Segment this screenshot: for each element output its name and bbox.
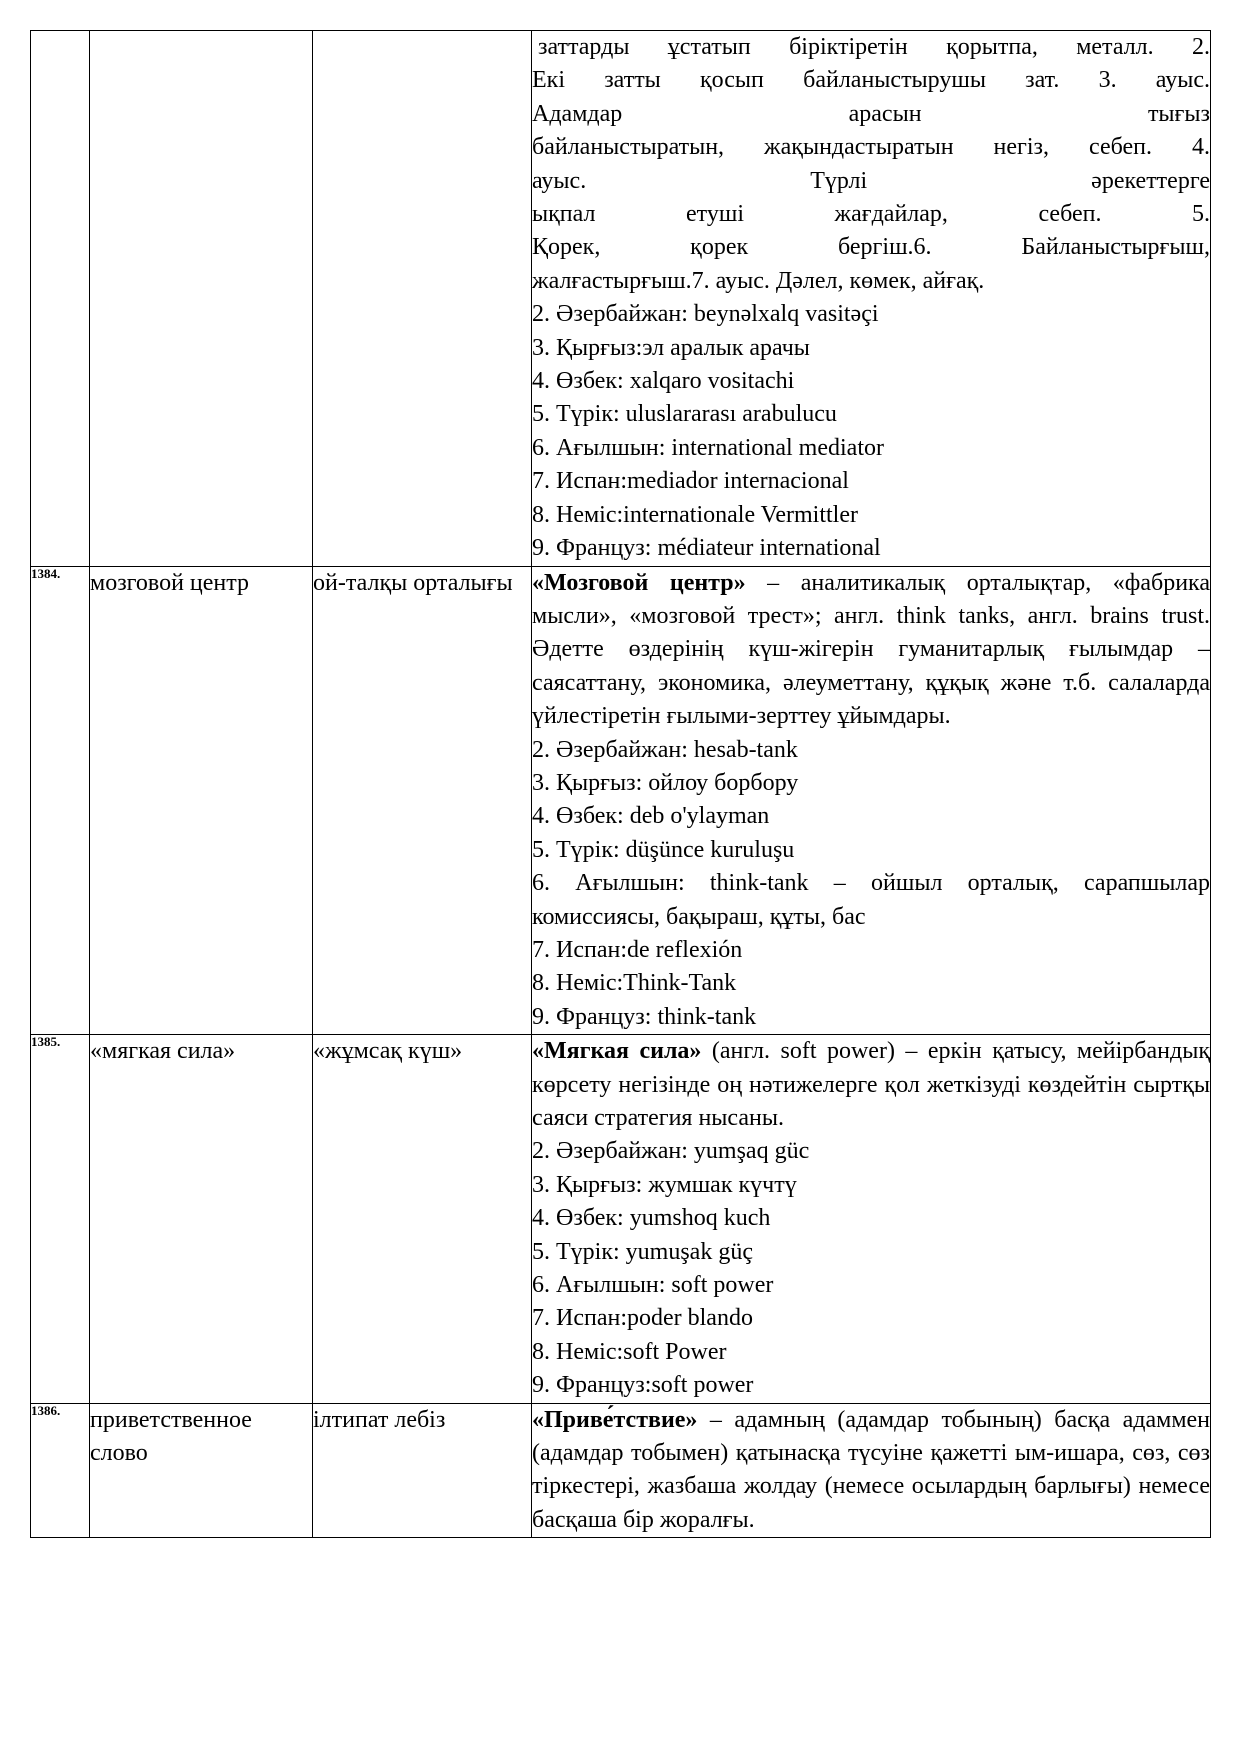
translation-line: 9. Француз: think-tank: [532, 1003, 757, 1030]
translation-line: 4. Өзбек: deb o'ylayman: [532, 803, 770, 830]
definition-paragraph: [532, 567, 1210, 734]
translation-line: 3. Қырғыз: жумшак күчтү: [532, 1171, 797, 1198]
translation-line: 6. Ағылшын: soft power: [532, 1272, 774, 1299]
definition-paragraph: [532, 1404, 1210, 1538]
definition-paragraph: [532, 1035, 1210, 1135]
definition-line: ықпал етуші жағдайлар, себеп. 5.: [532, 201, 1210, 228]
definition-line: Қорек, қорек бергіш.6. Байланыстырғыш,: [532, 234, 1210, 261]
table-row: [31, 31, 1211, 567]
definition-line: ауыс. Түрлі әрекеттерге: [532, 167, 1210, 194]
translation-line: 5. Түрік: düşünce kuruluşu: [532, 836, 795, 863]
translation-line: 9. Француз: médiateur international: [532, 535, 881, 562]
entry-number: 1385.: [31, 1035, 90, 1403]
translation-line: 3. Қырғыз: ойлоу борбору: [532, 769, 799, 796]
definition-text: (англ. soft power) – еркін қатысу, мейірбандық көрсету негізінде оң нәтижелерге қол жеткізуді көздейтін сыртқы саяси стратегия нысаны.: [532, 1038, 1210, 1131]
russian-term: [90, 31, 313, 567]
definition-line: байланыстыратын, жақындастыратын негіз, себеп. 4.: [532, 134, 1210, 161]
glossary-table: [30, 30, 1211, 1538]
translation-line: 5. Түрік: uluslararası arabulucu: [532, 401, 837, 428]
definition-term: «Приве́тствие»: [532, 1406, 698, 1433]
definition-cell: [532, 1403, 1211, 1538]
translation-line: 3. Қырғыз:эл аралык арачы: [532, 334, 810, 361]
definition-term: «Мозговой центр»: [532, 569, 746, 596]
russian-term: приветственное слово: [90, 1403, 313, 1538]
definition-cell: [532, 566, 1211, 1035]
translation-line: 8. Неміс:soft Power: [532, 1338, 727, 1365]
translation-line: 5. Түрік: yumuşak güç: [532, 1238, 753, 1265]
translation-line: 7. Испан:mediador internacional: [532, 468, 849, 495]
translation-line: 4. Өзбек: yumshoq kuch: [532, 1205, 771, 1232]
translation-line: 6. Ағылшын: international mediator: [532, 434, 884, 461]
translation-line: 7. Испан:de reflexión: [532, 936, 743, 963]
translation-line: 6. Ағылшын: think-tank – ойшыл орталық, сарапшылар комиссиясы, бақыраш, құты, бас: [532, 870, 1210, 930]
translation-line: 8. Неміс:internationale Vermittler: [532, 501, 858, 528]
kazakh-term: ілтипат лебіз: [313, 1403, 532, 1538]
russian-term: мозговой центр: [90, 566, 313, 1035]
definition-line: Адамдар арасын тығыз: [532, 100, 1210, 127]
definition-text: – аналитикалық орталықтар, «фабрика мысли», «мозговой трест»; англ. think tanks, англ. brains trust. Әдетте өздерінің күш-жігерін гуманитарлық ғылымдар – саясаттану, экономика, әлеуметтану, құқық және т.б. салаларда үйлестіретін ғылыми-зерттеу ұйымдары.: [532, 569, 1211, 730]
entry-number: [31, 31, 90, 567]
definition-line: Екі затты қосып байланыстырушы зат. 3. ауыс.: [532, 67, 1210, 94]
definition-cell: [532, 1035, 1211, 1403]
table-row: [31, 1403, 1211, 1538]
translation-line: 2. Әзербайжан: beynəlxalq vasitəçi: [532, 301, 879, 328]
translation-line: 2. Әзербайжан: hesab-tank: [532, 736, 798, 763]
table-row: [31, 1035, 1211, 1403]
translation-line: 7. Испан:poder blando: [532, 1305, 753, 1332]
kazakh-term: «жұмсақ күш»: [313, 1035, 532, 1403]
entry-number: 1384.: [31, 566, 90, 1035]
translation-line: 9. Француз:soft power: [532, 1372, 754, 1399]
definition-line: заттарды ұстатып біріктіретін қорытпа, металл. 2.: [538, 34, 1210, 60]
translation-line: 4. Өзбек: xalqaro vositachi: [532, 368, 795, 395]
definition-term: «Мягкая сила»: [532, 1038, 702, 1065]
russian-term: «мягкая сила»: [90, 1035, 313, 1403]
definition-text: – адамның (адамдар тобының) басқа адаммен (адамдар тобымен) қатынасқа түсуіне қажетті ым-ишара, сөз, сөз тіркестері, жазбаша жолдау (немесе осылардың барлығы) немесе басқаша бір жоралғы.: [532, 1406, 1210, 1533]
kazakh-term: [313, 31, 532, 567]
kazakh-term: ой-талқы орталығы: [313, 566, 532, 1035]
definition-cell: [532, 31, 1211, 567]
definition-line: жалғастырғыш.7. ауыс. Дәлел, көмек, айғақ.: [532, 267, 985, 294]
translation-line: 8. Неміс:Think-Tank: [532, 970, 737, 997]
translation-line: 2. Әзербайжан: yumşaq güc: [532, 1138, 810, 1165]
table-row: [31, 566, 1211, 1035]
entry-number: 1386.: [31, 1403, 90, 1538]
